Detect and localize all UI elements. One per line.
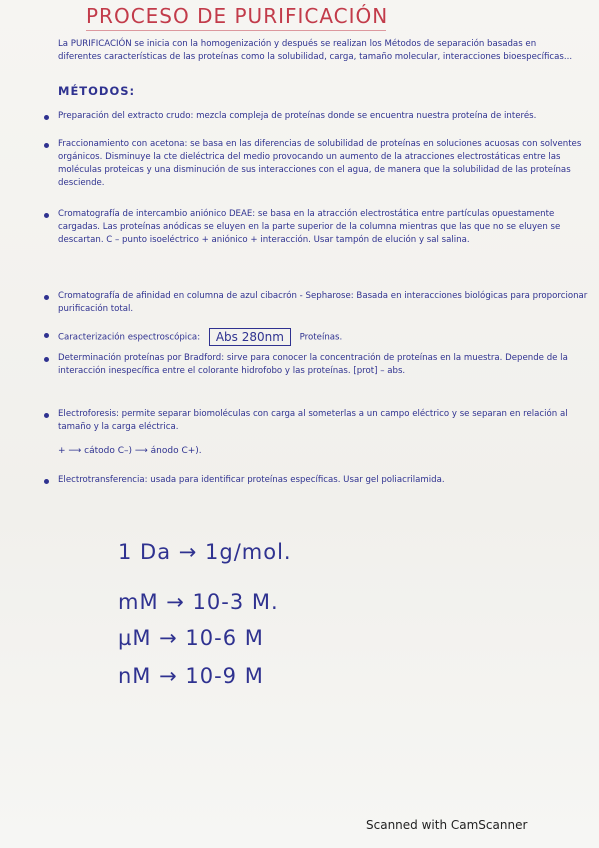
bullet-dot	[44, 413, 49, 418]
unit-dalton: 1 Da → 1g/mol.	[118, 540, 292, 564]
method-text: Preparación del extracto crudo: mezcla compleja de proteínas donde se encuentra nuestra proteína de interés.	[58, 111, 537, 121]
bullet-dot	[44, 115, 49, 120]
bullet-dot	[44, 295, 49, 300]
unit-micromolar: µM → 10-6 M	[118, 626, 264, 650]
scanner-watermark: Scanned with CamScanner	[366, 818, 528, 832]
unit-nanomolar: nM → 10-9 M	[118, 664, 264, 688]
method-lead: Caracterización espectroscópica:	[58, 332, 201, 343]
bullet-dot	[44, 333, 49, 338]
intro-paragraph: La PURIFICACIÓN se inicia con la homogenización y después se realizan los Métodos de separación basadas en diferentes características de las proteínas como la solubilidad, carga, tamaño molecular, interacciones bioespecíficas...	[58, 39, 573, 62]
title-underline	[86, 30, 386, 31]
method-text: Fraccionamiento con acetona: se basa en las diferencias de solubilidad de proteínas en soluciones acuosas con solventes orgánicos. Disminuye la cte dieléctrica del medio provocando un aumento de la atracciones electrostáticas entre las moléculas proteicas y una disminución de sus interacciones con el agua, de manera que la solubilidad de las proteínas desciende.	[58, 139, 582, 188]
bullet-dot	[44, 479, 49, 484]
methods-heading: MÉTODOS:	[58, 84, 136, 98]
abs-box: Abs 280nm	[209, 328, 291, 346]
method-text: Electrotransferencia: usada para identificar proteínas específicas. Usar gel poliacrilamida.	[58, 475, 445, 485]
bullet-dot	[44, 357, 49, 362]
method-text: Cromatografía de afinidad en columna de azul cibacrón - Sepharose: Basada en interacciones biológicas para proporcionar purificación total.	[58, 291, 588, 314]
bullet-dot	[44, 143, 49, 148]
method-tail: Proteínas.	[299, 332, 343, 343]
unit-millimolar: mM → 10-3 M.	[118, 590, 279, 614]
electrode-poles: + ⟶ cátodo C–) ⟶ ánodo C+).	[58, 446, 202, 456]
method-text: Determinación proteínas por Bradford: sirve para conocer la concentración de proteínas en la muestra. Depende de la interacción inespecífica entre el colorante hidrofobo y las proteínas. [prot] – abs.	[58, 353, 568, 376]
method-text: Cromatografía de intercambio aniónico DEAE: se basa en la atracción electrostática entre partículas opuestamente cargadas. Las proteínas anódicas se eluyen en la parte superior de la columna mientras que las que no se eluyen se descartan. C – punto isoeléctrico + aniónico + interacción. Usar tampón de elución y sal salina.	[58, 209, 561, 245]
page-title: PROCESO DE PURIFICACIÓN	[86, 4, 389, 28]
bullet-dot	[44, 213, 49, 218]
method-text: Electroforesis: permite separar biomoléculas con carga al someterlas a un campo eléctrico y se separan en relación al tamaño y la carga eléctrica.	[58, 409, 568, 432]
